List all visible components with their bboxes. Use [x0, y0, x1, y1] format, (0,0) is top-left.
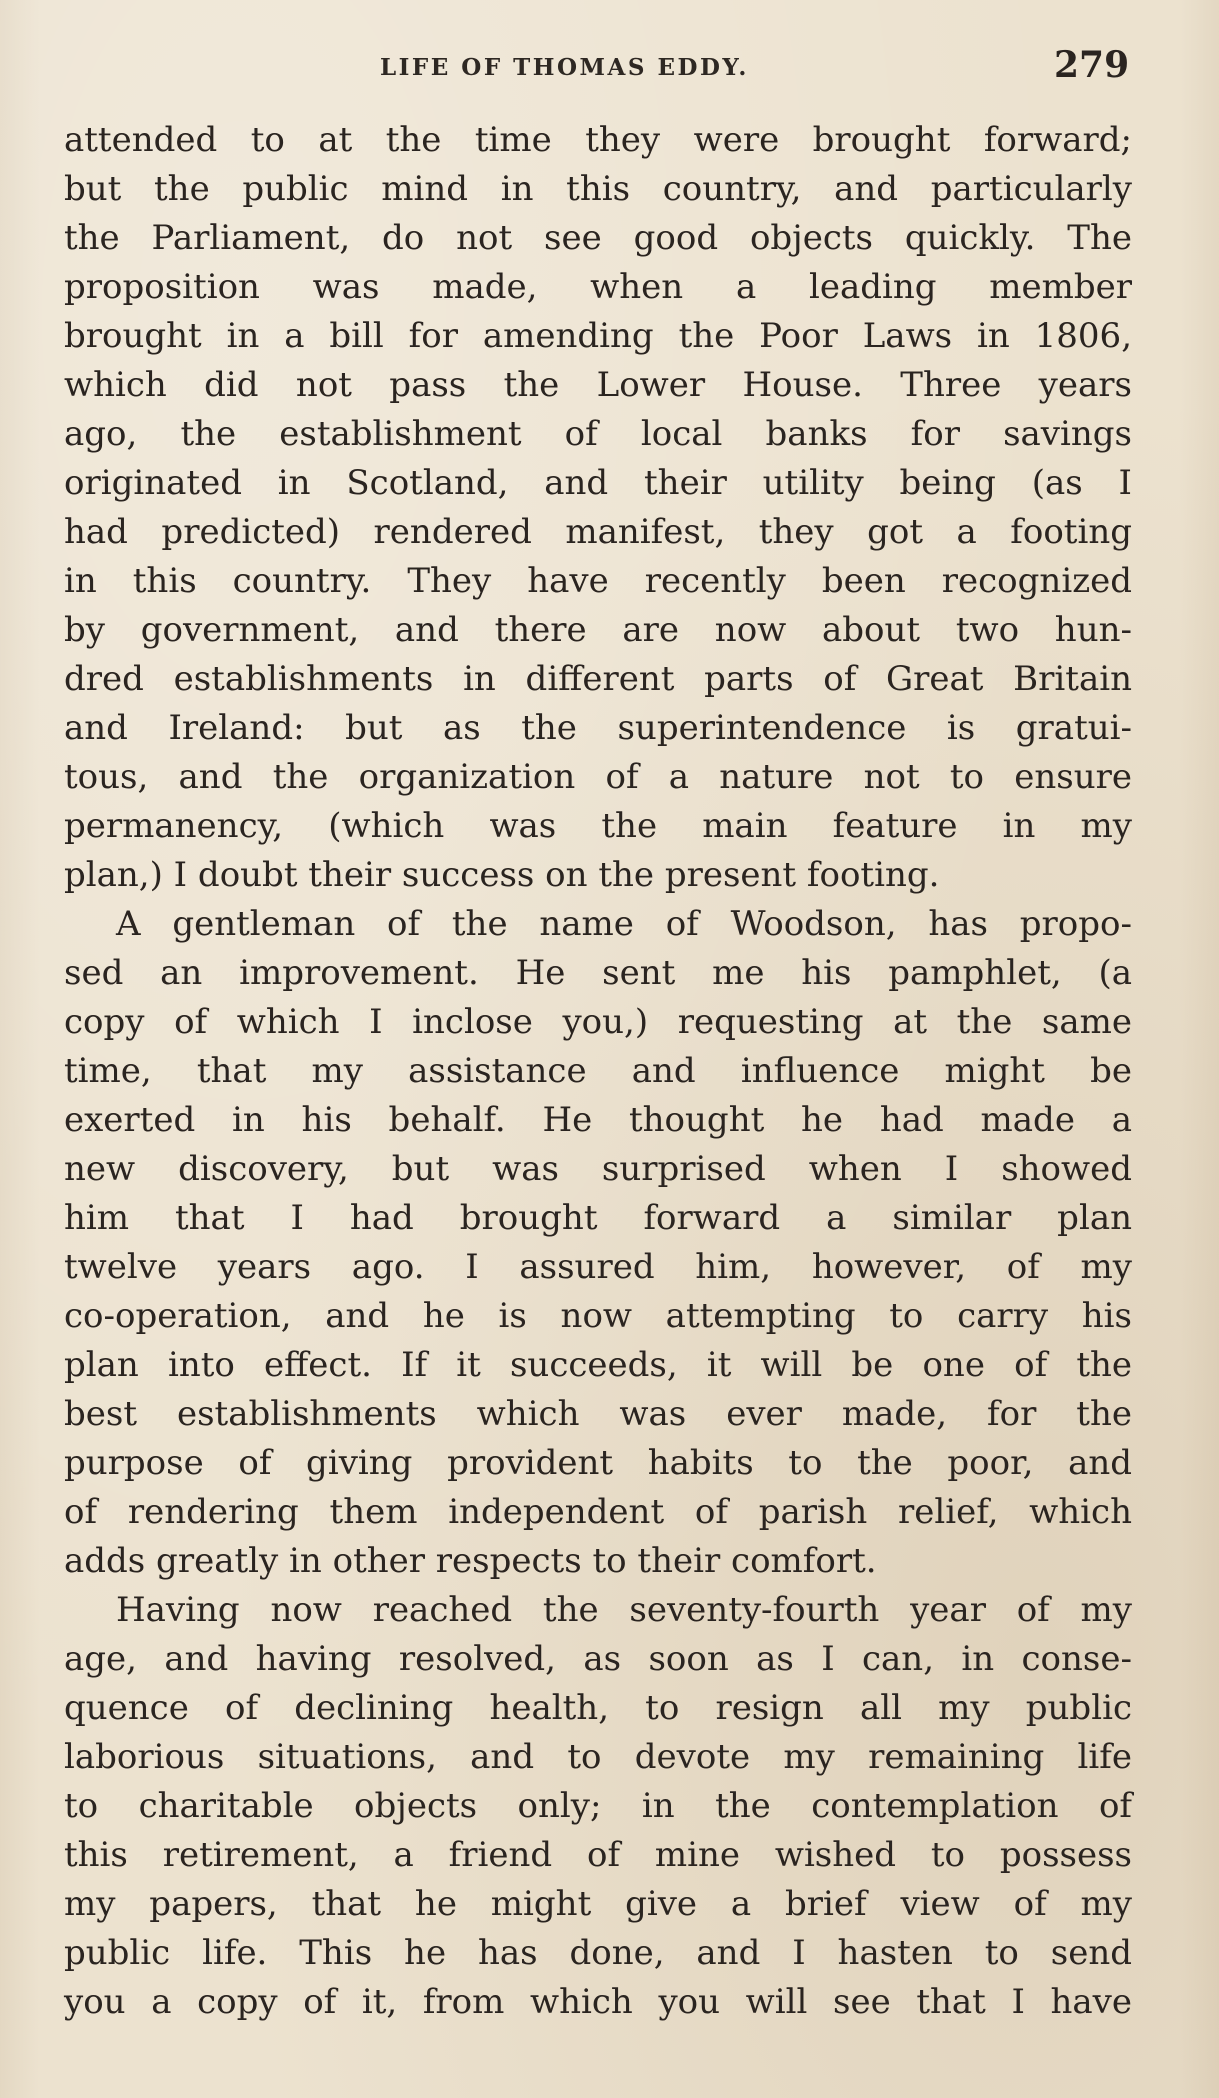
text-line: to charitable objects only; in the contemplation of	[64, 1786, 1132, 1826]
text-line: permanency, (which was the main feature in my	[64, 806, 1132, 846]
text-line: age, and having resolved, as soon as I can, in conse-	[64, 1639, 1132, 1679]
text-line: new discovery, but was surprised when I showed	[64, 1149, 1132, 1189]
text-line: of rendering them independent of parish relief, which	[64, 1492, 1132, 1532]
text-line: ago, the establishment of local banks for savings	[64, 414, 1132, 454]
text-line: attended to at the time they were brought forward;	[64, 120, 1132, 160]
text-line: purpose of giving provident habits to the poor, and	[64, 1443, 1132, 1483]
text-line: best establishments which was ever made, for the	[64, 1394, 1132, 1434]
text-line: public life. This he has done, and I hasten to send	[64, 1933, 1132, 1973]
text-line: adds greatly in other respects to their comfort.	[64, 1541, 877, 1581]
text-line: my papers, that he might give a brief view of my	[64, 1884, 1132, 1924]
text-line: A gentleman of the name of Woodson, has propo-	[116, 904, 1132, 944]
text-line: tous, and the organization of a nature not to ensure	[64, 757, 1132, 797]
text-line: and Ireland: but as the superintendence is gratui-	[64, 708, 1132, 748]
text-line: plan into effect. If it succeeds, it will be one of the	[64, 1345, 1132, 1385]
running-title: LIFE OF THOMAS EDDY.	[380, 54, 749, 81]
body-text	[64, 116, 1132, 2027]
text-line: in this country. They have recently been recognized	[64, 561, 1132, 601]
text-line: copy of which I inclose you,) requesting at the same	[64, 1002, 1132, 1042]
text-line: laborious situations, and to devote my remaining life	[64, 1737, 1132, 1777]
text-line: him that I had brought forward a similar plan	[64, 1198, 1132, 1238]
text-line: by government, and there are now about two hun-	[64, 610, 1132, 650]
text-line: proposition was made, when a leading member	[64, 267, 1132, 307]
text-line: dred establishments in different parts of Great Britain	[64, 659, 1132, 699]
text-line: plan,) I doubt their success on the present footing.	[64, 855, 940, 895]
text-line: time, that my assistance and influence might be	[64, 1051, 1132, 1091]
text-line: brought in a bill for amending the Poor Laws in 1806,	[64, 316, 1132, 356]
text-line: had predicted) rendered manifest, they got a footing	[64, 512, 1132, 552]
text-line: originated in Scotland, and their utility being (as I	[64, 463, 1132, 503]
text-line: but the public mind in this country, and particularly	[64, 169, 1132, 209]
text-line: you a copy of it, from which you will see that I have	[64, 1982, 1132, 2022]
text-line: sed an improvement. He sent me his pamphlet, (a	[64, 953, 1132, 993]
running-head	[0, 44, 1219, 98]
page-number: 279	[1054, 44, 1130, 86]
text-line: quence of declining health, to resign all my public	[64, 1688, 1132, 1728]
text-line: this retirement, a friend of mine wished to possess	[64, 1835, 1132, 1875]
text-line: which did not pass the Lower House. Three years	[64, 365, 1132, 405]
text-line: the Parliament, do not see good objects quickly. The	[64, 218, 1132, 258]
text-line: exerted in his behalf. He thought he had made a	[64, 1100, 1132, 1140]
text-line: co-operation, and he is now attempting to carry his	[64, 1296, 1132, 1336]
text-line: Having now reached the seventy-fourth year of my	[116, 1590, 1132, 1630]
text-line: twelve years ago. I assured him, however, of my	[64, 1247, 1132, 1287]
